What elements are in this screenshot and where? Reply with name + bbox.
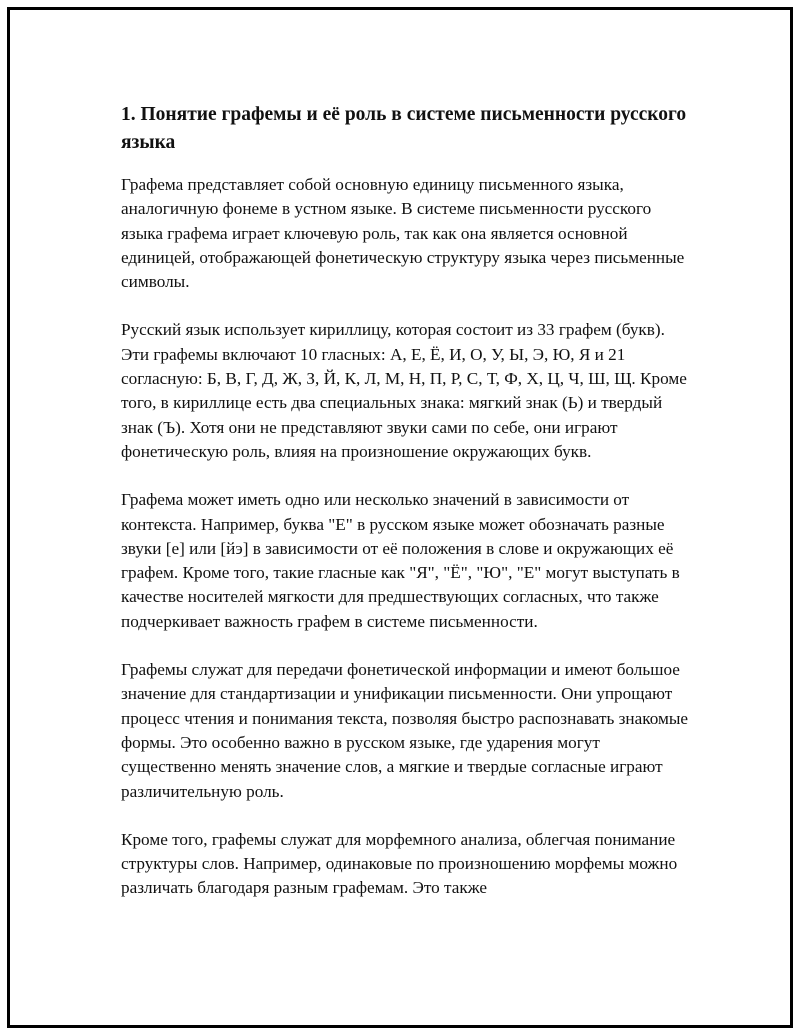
paragraph: Русский язык использует кириллицу, которая состоит из 33 графем (букв). Эти графемы включают 10 гласных: А, Е, Ё, И, О, У, Ы, Э, Ю, Я и 21 согласную: Б, В, Г, Д, Ж, З, Й, К, Л, М, Н, П, Р, С, Т, Ф, Х, Ц, Ч, Ш, Щ. Кроме того, в кириллице есть два специальных знака: мягкий знак (Ь) и твердый знак (Ъ). Хотя они не представляют звуки сами по себе, они играют фонетическую роль, влияя на произношение окружающих букв. xyxy=(121,320,687,461)
page-frame xyxy=(7,7,793,1028)
document-body xyxy=(121,101,696,925)
paragraph: Графема представляет собой основную единицу письменного языка, аналогичную фонеме в устном языке. В системе письменности русского языка графема играет ключевую роль, так как она является основной единицей, отображающей фонетическую структуру языка через письменные символы. xyxy=(121,175,685,292)
paragraph: Кроме того, графемы служат для морфемного анализа, облегчая понимание структуры слов. Например, одинаковые по произношению морфемы можно различать благодаря разным графемам. Это также xyxy=(121,829,678,898)
paragraph: Графема может иметь одно или несколько значений в зависимости от контекста. Например, буква "Е" в русском языке может обозначать разные звуки [е] или [йэ] в зависимости от её положения в слове и окружающих её графем. Кроме того, такие гласные как "Я", "Ё", "Ю", "Е" могут выступать в качестве носителей мягкости для предшествующих согласных, что также подчеркивает важность графем в системе письменности. xyxy=(121,490,680,631)
section-title: 1. Понятие графемы и её роль в системе письменности русского языка xyxy=(121,104,687,153)
paragraph: Графемы служат для передачи фонетической информации и имеют большое значение для стандартизации и унификации письменности. Они упрощают процесс чтения и понимания текста, позволяя быстро распознавать знакомые формы. Это особенно важно в русском языке, где ударения могут существенно менять значение слов, а мягкие и твердые согласные играют различительную роль. xyxy=(121,660,689,801)
